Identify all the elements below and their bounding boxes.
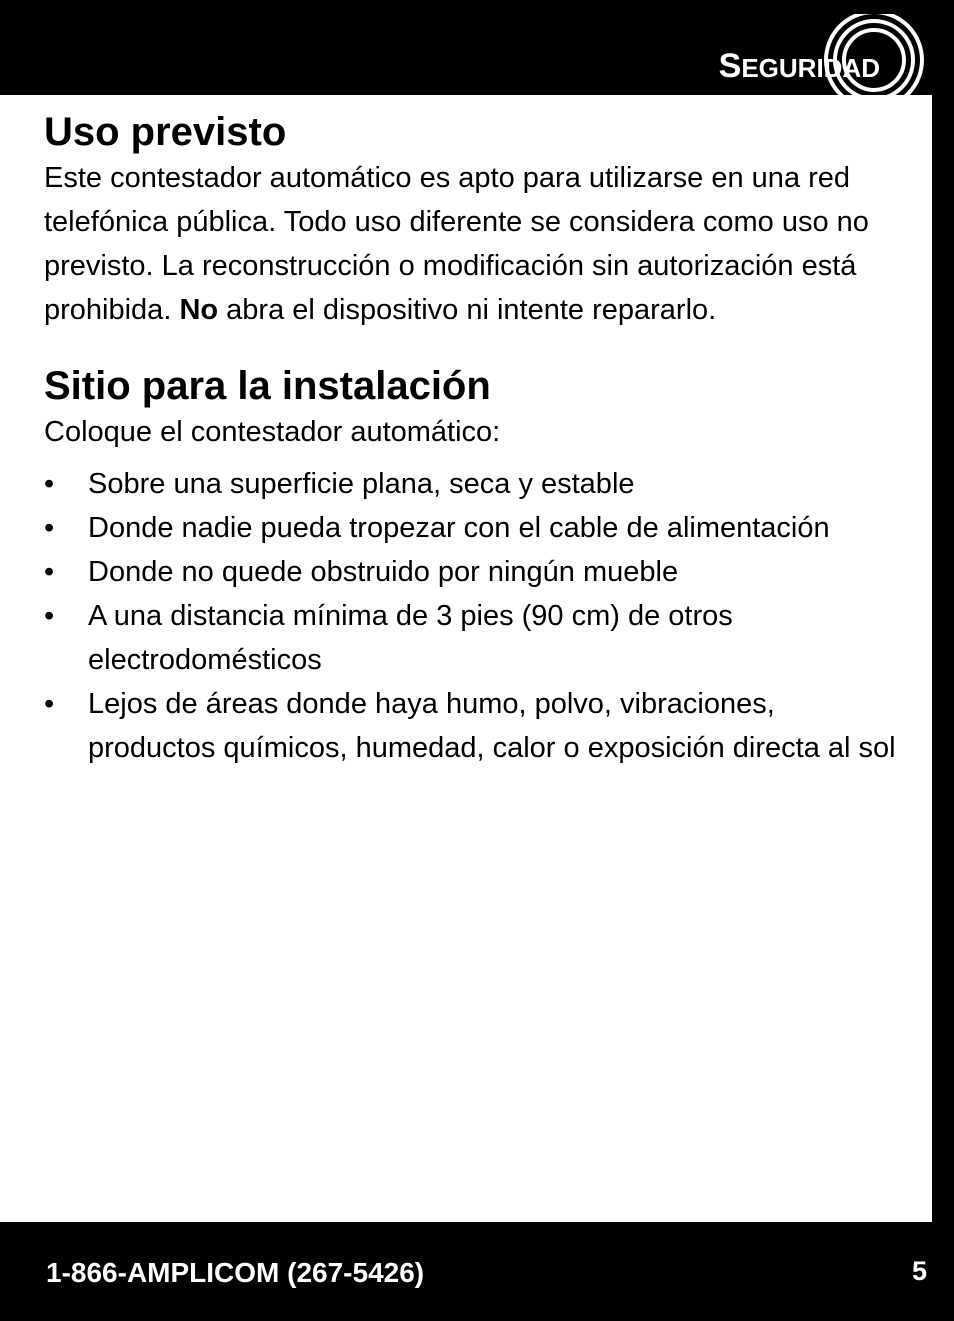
list-item-text: Donde no quede obstruido por ningún mueble [88,556,679,588]
paragraph-intro: Coloque el contestador automático: [44,416,501,448]
section-label [719,46,880,88]
bullet-icon: • [44,468,55,500]
paragraph-text-start: Este contestador automático es apto para utilizarse en una red telefónica pública. Todo uso diferente se considera como uso no previsto. La reconstrucción o modificación sin autorización está prohibida. [44,162,869,326]
page-number: 5 [911,1256,927,1286]
list-item [44,682,910,770]
footer-phone-number: 1-866-AMPLICOM (267-5426) [46,1257,425,1288]
bullet-icon: • [44,512,55,544]
right-edge-stripe [932,0,954,1321]
list-item-text: Donde nadie pueda tropezar con el cable de alimentación [88,512,830,544]
list-item-text: Sobre una superficie plana, seca y estable [88,468,635,500]
list-item [44,550,910,594]
bullet-icon: • [44,688,55,720]
bullet-icon: • [44,600,55,632]
list-item-text: A una distancia mínima de 3 pies (90 cm) de otros electrodomésticos [88,600,733,676]
section-label-initial: S [718,47,742,85]
paragraph-text-end: abra el dispositivo ni intente repararlo. [218,294,717,326]
placement-list [44,462,910,770]
list-item-text: Lejos de áreas donde haya humo, polvo, vibraciones, productos químicos, humedad, calor o exposición directa al sol [88,688,896,764]
page-content [44,108,910,770]
section-label-rest: EGURIDAD [741,53,880,83]
heading-sitio-instalacion: Sitio para la instalación [44,364,491,408]
list-item [44,506,910,550]
bullet-icon: • [44,556,55,588]
list-item [44,462,910,506]
paragraph-bold-no: No [179,294,219,326]
list-item [44,594,910,682]
heading-uso-previsto: Uso previsto [44,110,287,154]
paragraph-uso-previsto [44,156,910,332]
